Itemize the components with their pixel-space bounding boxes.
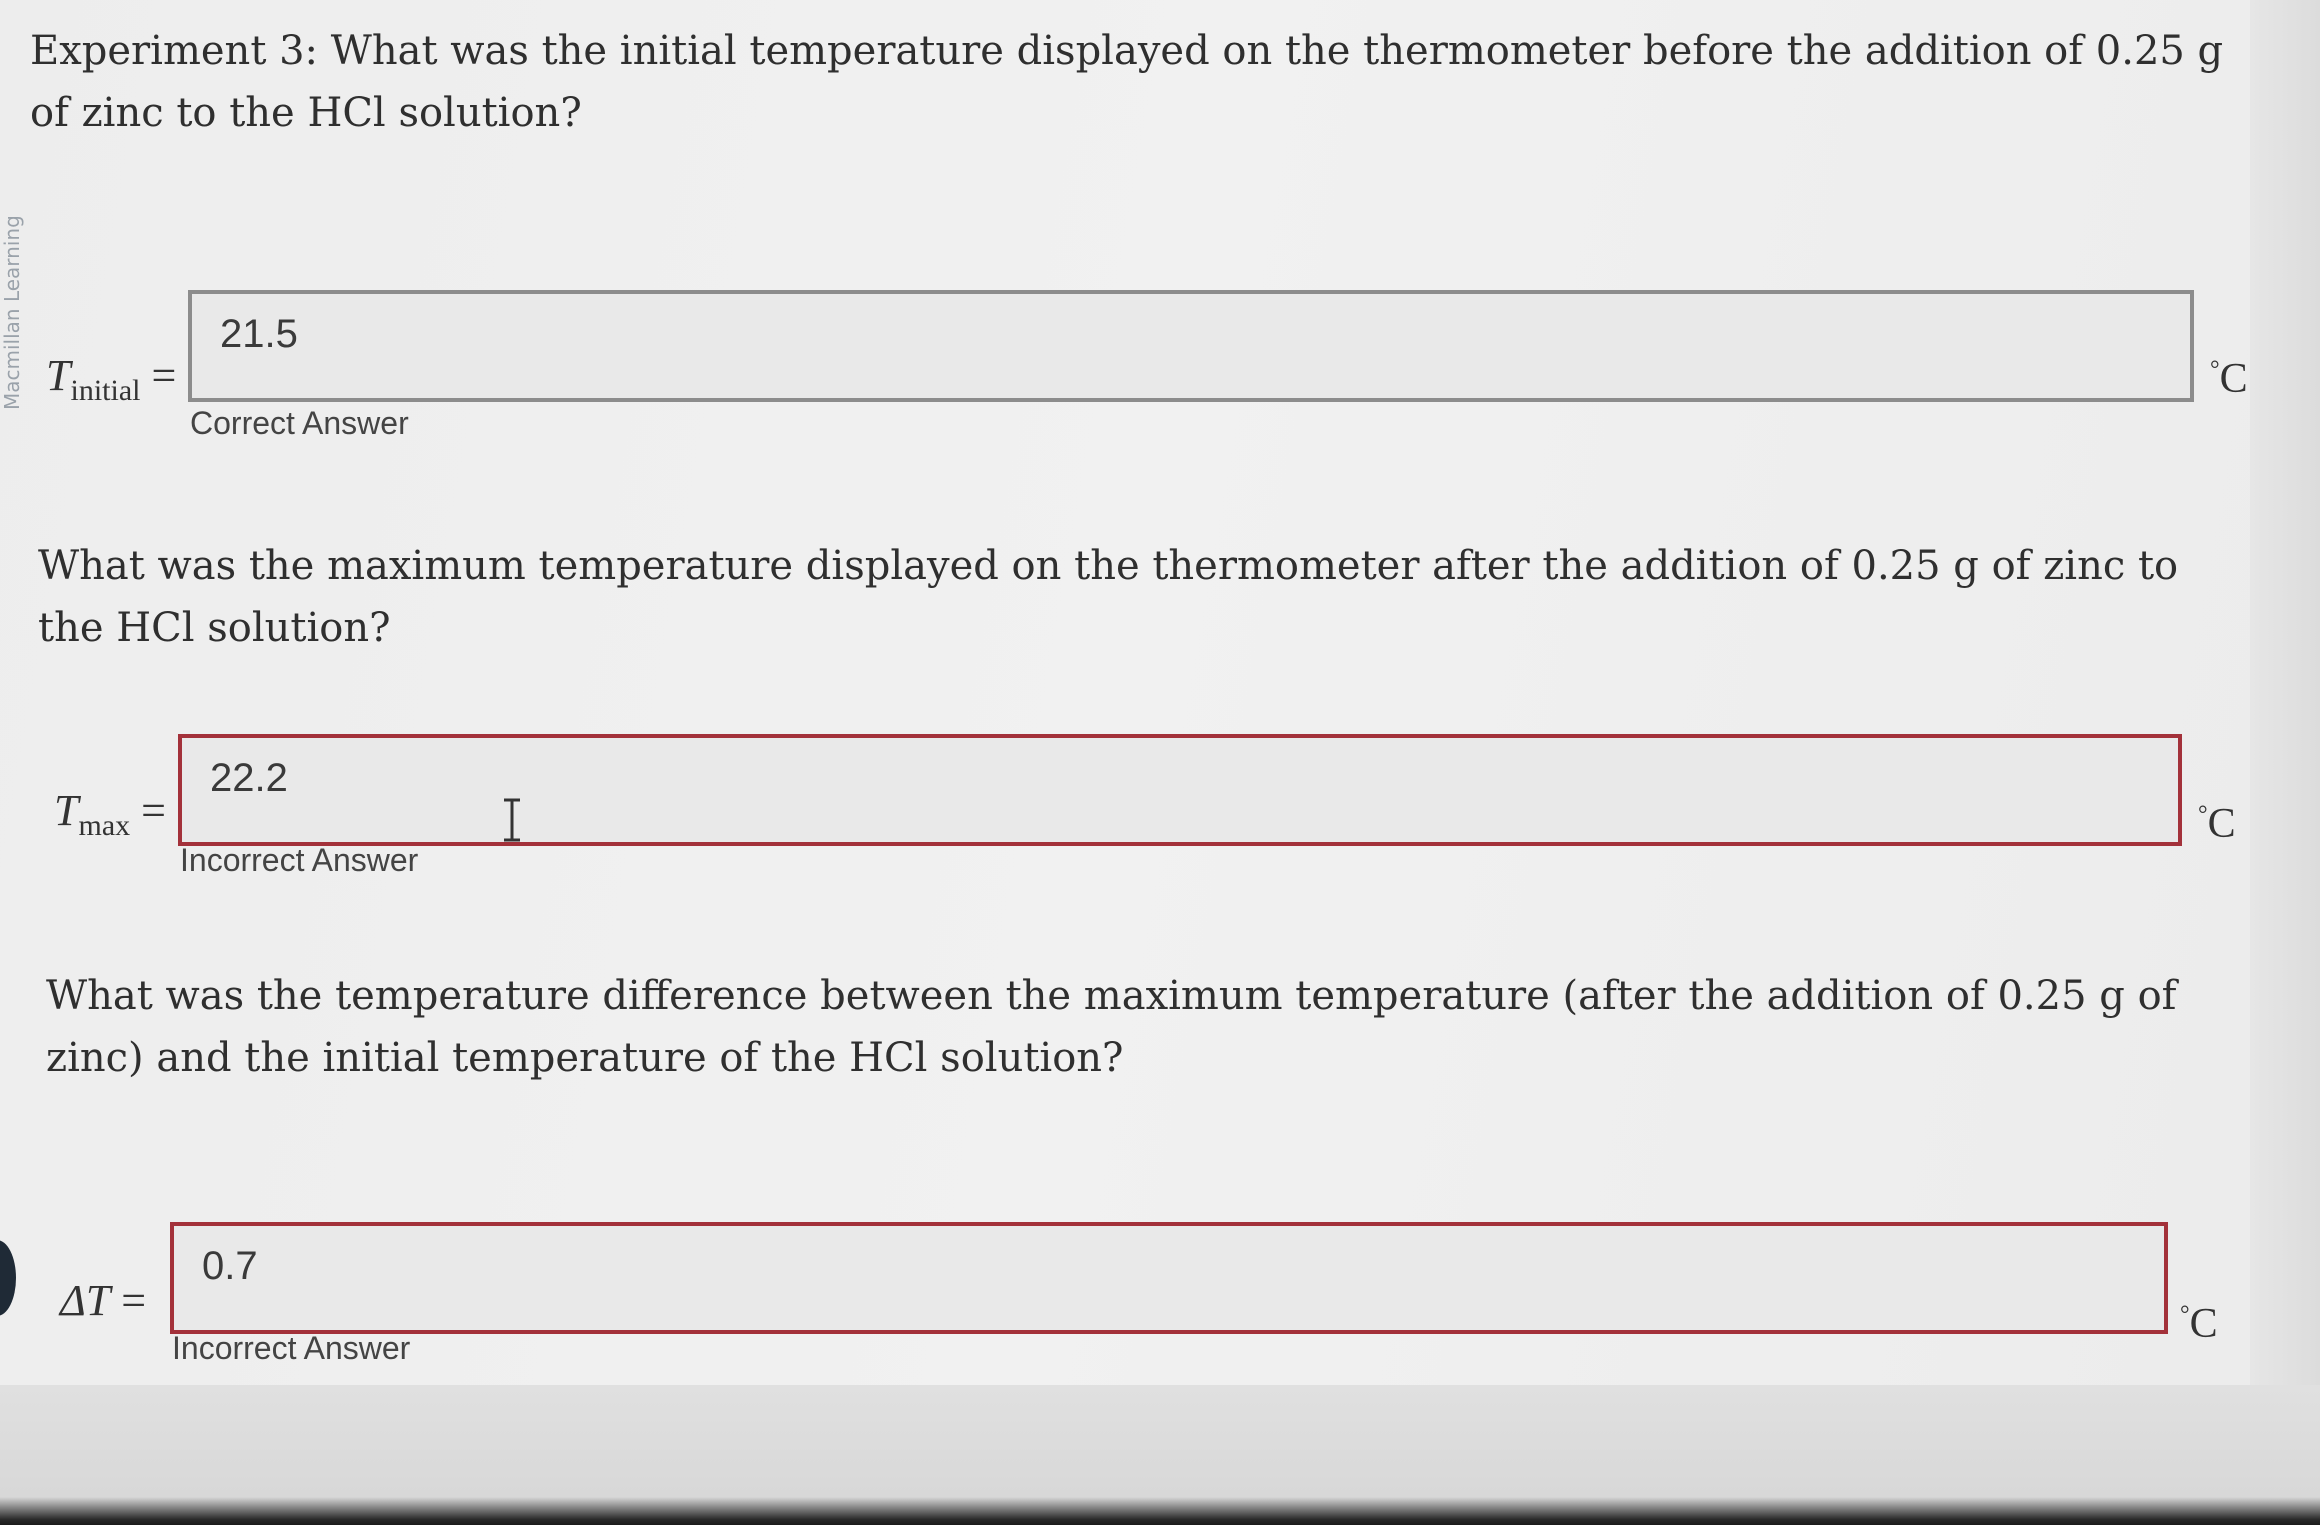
t-initial-input[interactable] [188,290,2194,402]
delta-t-unit [2180,1300,2218,1348]
t-initial-unit [2210,355,2248,403]
bottom-margin [0,1385,2320,1525]
right-margin [2250,0,2320,1385]
sidebar-brand-text: Macmillan Learning [0,215,24,410]
t-initial-var: T [46,351,71,400]
t-initial-label: $T_{initial}$ = [46,351,177,407]
t-initial-feedback: Correct Answer [190,405,409,441]
status-dot [0,1240,16,1316]
delta-t-degree: ° [2180,1302,2190,1328]
delta-t-feedback: Incorrect Answer [172,1330,411,1366]
delta-t-value: 0.7 [202,1244,258,1288]
question-1-prompt: Experiment 3: What was the initial temperature displayed on the thermometer before the addition of 0.25 g of zinc to the HCl solution? [30,28,2224,136]
t-initial-degree: ° [2210,357,2220,383]
t-max-var: T [54,786,79,835]
text-cursor-icon [500,798,524,842]
t-max-sub: max [78,808,131,842]
t-max-unit-letter: C [2207,801,2236,847]
delta-t-var: ΔT [60,1276,111,1325]
t-initial-value: 21.5 [220,312,298,356]
t-max-feedback: Incorrect Answer [180,842,419,878]
question-2-prompt: What was the maximum temperature displayed on the thermometer after the addition of 0.25 g of zinc to the HCl solution? [38,543,2179,651]
t-max-unit [2198,800,2236,848]
t-max-label: $T_{max}$ = [54,786,166,842]
t-max-input[interactable] [178,734,2182,846]
delta-t-unit-letter: C [2189,1301,2218,1347]
t-max-degree: ° [2198,802,2208,828]
t-max-value: 22.2 [210,756,288,800]
delta-t-input[interactable] [170,1222,2168,1334]
delta-t-label: ΔT = [60,1276,147,1325]
t-initial-unit-letter: C [2219,356,2248,402]
question-3-prompt: What was the temperature difference between the maximum temperature (after the addition of 0.25 g of zinc) and the initial temperature of the HCl solution? [46,973,2177,1081]
t-initial-sub: initial [70,373,141,407]
